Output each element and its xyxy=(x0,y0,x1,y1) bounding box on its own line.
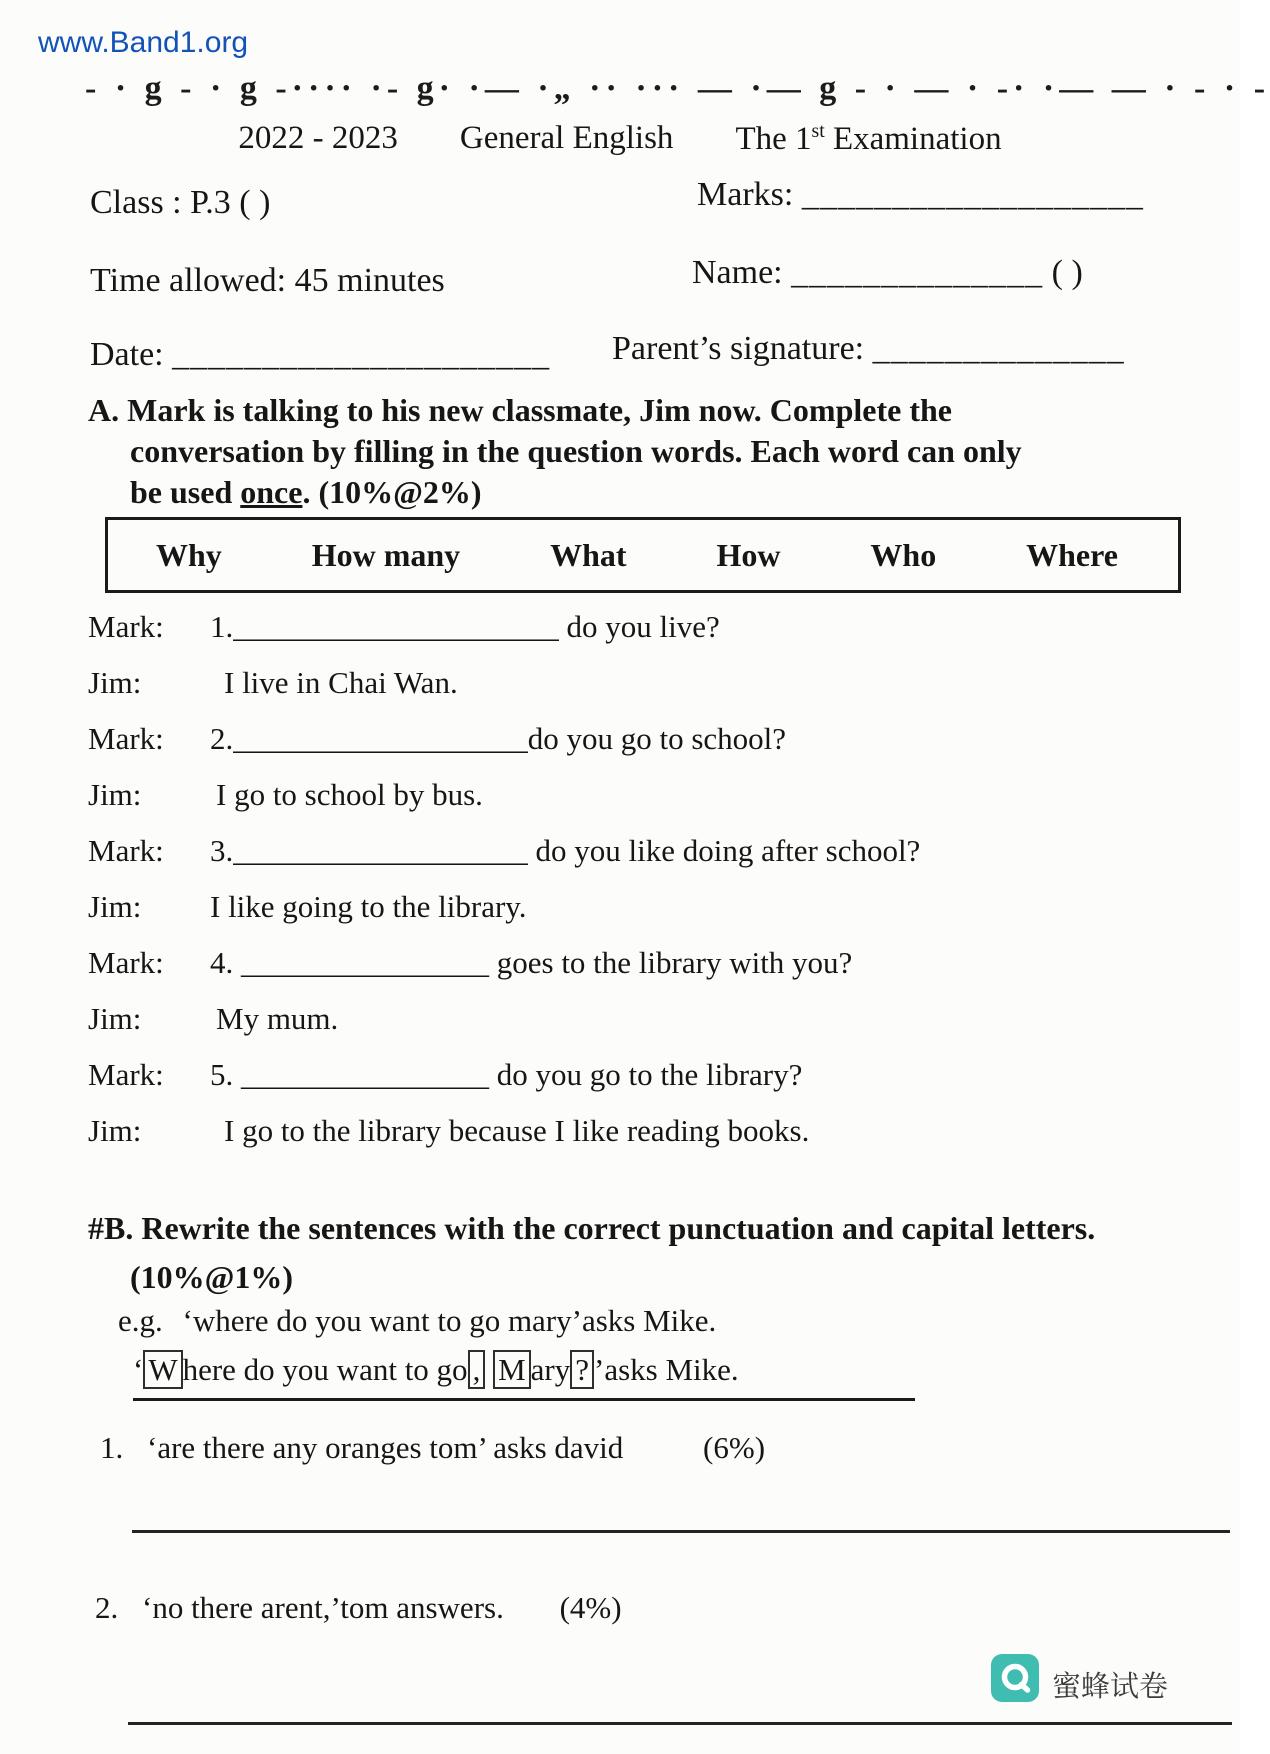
dialogue-row-6 xyxy=(88,890,1188,923)
time-allowed-label: Time allowed: 45 minutes xyxy=(90,262,445,299)
word-bank-item-why: Why xyxy=(156,536,222,573)
marks-field xyxy=(697,176,1144,214)
watermark-text: www.Band1.org xyxy=(38,26,249,59)
section-b-marks: (10%@1%) xyxy=(130,1259,294,1295)
exam-title-prefix: The 1 xyxy=(735,121,812,157)
speaker-label: Mark: xyxy=(88,833,164,868)
dialogue-row-5 xyxy=(88,834,1188,867)
section-a-instructions-once-underlined: once xyxy=(240,474,303,510)
dialogue-text: 5. ________________ do you go to the library? xyxy=(210,1057,803,1092)
question-1-text: ‘are there any oranges tom’ asks david xyxy=(147,1430,624,1465)
correction-box-capital-m: M xyxy=(493,1350,531,1389)
dialogue-text: 2.___________________do you go to school? xyxy=(210,721,787,756)
dialogue-text: 3.___________________ do you like doing after school? xyxy=(210,833,921,868)
question-2-answer-line xyxy=(128,1722,1232,1725)
name-field xyxy=(692,254,1083,292)
question-1-answer-line xyxy=(132,1530,1230,1533)
speaker-label: Mark: xyxy=(88,609,164,644)
dialogue-row-1 xyxy=(88,610,1188,643)
dialogue-text: 1._____________________ do you live? xyxy=(210,609,720,644)
dialogue-row-3 xyxy=(88,722,1188,755)
speaker-label: Mark: xyxy=(88,721,164,756)
marks-blank-line: ___________________ xyxy=(801,176,1144,213)
section-b-example xyxy=(118,1303,716,1339)
exam-subject: General English xyxy=(459,120,674,156)
section-a-instructions-marks: . (10%@2%) xyxy=(302,474,482,510)
parent-signature-field xyxy=(612,330,1125,368)
answer-part: here do you want to go xyxy=(182,1352,468,1387)
section-a-instructions-main: A. Mark is talking to his new classmate, Jim now. Complete the conversation by filling in the question words. Each word can only be used xyxy=(88,392,1022,510)
dialogue-row-9 xyxy=(88,1058,1188,1091)
speaker-label: Jim: xyxy=(88,889,142,924)
dialogue-row-8 xyxy=(88,1002,1188,1035)
speaker-label: Jim: xyxy=(88,777,142,812)
parent-signature-blank-line: ______________ xyxy=(872,330,1125,367)
section-b-instructions xyxy=(88,1208,1178,1298)
exam-title-ordinal: st xyxy=(811,120,825,142)
dialogue-row-10 xyxy=(88,1114,1188,1147)
dialogue-row-7 xyxy=(88,946,1188,979)
answer-part xyxy=(485,1352,493,1387)
question-2-marks: (4%) xyxy=(559,1590,622,1625)
marks-label: Marks: xyxy=(697,176,794,213)
class-label: Class : P.3 ( ) xyxy=(90,184,271,221)
question-1 xyxy=(100,1430,765,1466)
scan-artifact-clipped-header xyxy=(85,70,1270,110)
correction-box-capital-w: W xyxy=(143,1350,182,1389)
name-blank-line: ______________ xyxy=(791,254,1044,291)
name-class-number-parens: ( ) xyxy=(1051,254,1083,291)
example-sentence: ‘where do you want to go mary’asks Mike. xyxy=(182,1303,717,1338)
question-1-marks: (6%) xyxy=(703,1430,766,1465)
section-a-instructions xyxy=(88,390,1036,513)
exam-year: 2022 - 2023 xyxy=(238,120,398,156)
correction-box-question-mark: ? xyxy=(570,1350,594,1389)
section-a-dialogue xyxy=(88,610,1188,1170)
speaker-label: Mark: xyxy=(88,1057,164,1092)
word-bank-item-what: What xyxy=(550,536,627,573)
brand-logo-icon xyxy=(990,1653,1040,1703)
example-label: e.g. xyxy=(118,1303,163,1338)
correction-box-comma: , xyxy=(468,1350,486,1389)
date-label: Date: xyxy=(90,336,164,373)
date-blank-line: _____________________ xyxy=(172,336,551,373)
question-2 xyxy=(95,1590,622,1626)
dialogue-text: I go to school by bus. xyxy=(216,777,483,812)
date-field xyxy=(90,336,550,374)
dialogue-text: My mum. xyxy=(216,1001,339,1036)
section-b-instructions-text: #B. Rewrite the sentences with the correct punctuation and capital letters. xyxy=(88,1210,1096,1246)
question-1-number: 1. xyxy=(100,1430,124,1465)
brand-name-text: 蜜蜂试卷 xyxy=(1052,1671,1169,1703)
speaker-label: Jim: xyxy=(88,1001,142,1036)
dialogue-text: I go to the library because I like reading books. xyxy=(224,1113,810,1148)
exam-title xyxy=(735,120,1001,158)
parent-signature-label: Parent’s signature: xyxy=(612,330,865,367)
word-bank-item-where: Where xyxy=(1026,536,1118,573)
answer-part: ary xyxy=(530,1352,571,1387)
exam-header xyxy=(0,120,1240,158)
speaker-label: Jim: xyxy=(88,1113,142,1148)
word-bank-item-who: Who xyxy=(870,536,937,573)
question-2-number: 2. xyxy=(95,1590,119,1625)
answer-part: ‘ xyxy=(133,1352,144,1387)
dialogue-text: 4. ________________ goes to the library with you? xyxy=(210,945,853,980)
name-label: Name: xyxy=(692,254,783,291)
speaker-label: Jim: xyxy=(88,665,142,700)
question-2-text: ‘no there arent,’tom answers. xyxy=(142,1590,504,1625)
speaker-label: Mark: xyxy=(88,945,164,980)
word-bank-box xyxy=(105,517,1181,593)
answer-part: ’asks Mike. xyxy=(594,1352,739,1387)
scan-artifact-text: - · g - · g -···· ·- g· ·— ·„ ·· ··· — ·— g - · — · -· ·— — · - · - xyxy=(85,70,1270,107)
example-corrected-answer xyxy=(133,1352,915,1401)
dialogue-text: I live in Chai Wan. xyxy=(224,665,458,700)
word-bank-item-how-many: How many xyxy=(311,536,461,573)
exam-title-suffix: Examination xyxy=(824,121,1002,157)
dialogue-row-4 xyxy=(88,778,1188,811)
dialogue-text: I like going to the library. xyxy=(210,889,527,924)
dialogue-row-2 xyxy=(88,666,1188,699)
word-bank-item-how: How xyxy=(716,536,781,573)
